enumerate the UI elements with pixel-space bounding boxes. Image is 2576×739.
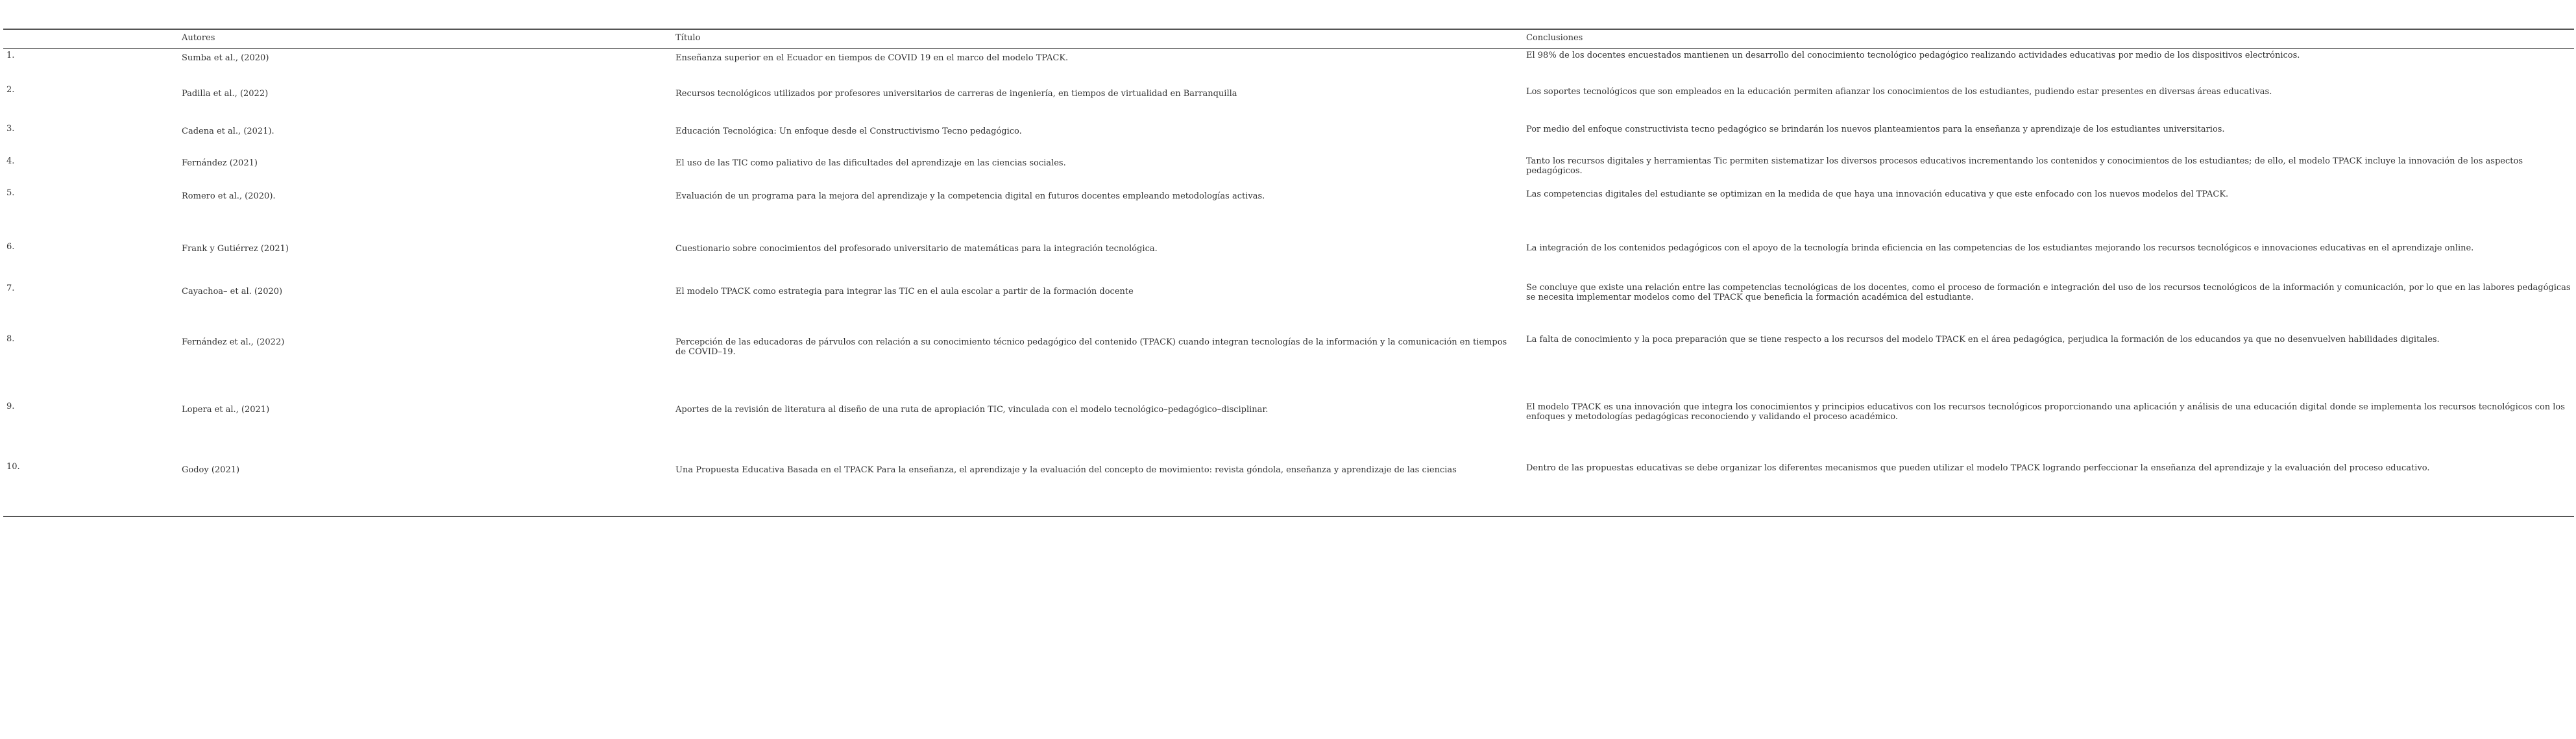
row-title: Evaluación de un programa para la mejora del aprendizaje y la competencia digital en futuros docentes empleando metodologías activas. <box>675 191 1265 201</box>
row-conclusions: Los soportes tecnológicos que son empleados en la educación permiten afianzar los conocimientos de los estudiantes, pudiendo estar presentes en diversas áreas educativas. <box>1526 87 2272 97</box>
table-header-row <box>3 30 2574 49</box>
row-title: Una Propuesta Educativa Basada en el TPACK Para la enseñanza, el aprendizaje y la evaluación del concepto de movimiento: revista góndola, enseñanza y aprendizaje de las ciencias <box>675 465 1457 475</box>
row-number: 10. <box>6 462 20 472</box>
row-conclusions: El 98% de los docentes encuestados mantienen un desarrollo del conocimiento tecnológico pedagógico realizando actividades educativas por medio de los dispositivos electrónicos. <box>1526 51 2300 60</box>
row-authors: Godoy (2021) <box>182 465 240 475</box>
row-authors: Fernández (2021) <box>182 158 258 168</box>
row-conclusions: Dentro de las propuestas educativas se debe organizar los diferentes mecanismos que pueden utilizar el modelo TPACK logrando perfeccionar la enseñanza del aprendizaje y la evaluación del proceso educativo. <box>1526 463 2430 473</box>
row-authors: Cadena et al., (2021). <box>182 127 274 136</box>
row-conclusions: Se concluye que existe una relación entre las competencias tecnológicas de los docentes, como el proceso de formación e integración del uso de los recursos tecnológicos de la información y comunicación, por lo que en las labores pedagógicas se necesita implementar modelos como del TPACK que beneficia la formación académica del estudiante. <box>1526 283 2571 302</box>
row-number: 9. <box>6 402 15 411</box>
table-row <box>3 188 2574 239</box>
row-authors: Lopera et al., (2021) <box>182 405 270 415</box>
row-authors: Fernández et al., (2022) <box>182 337 285 347</box>
row-title: Aportes de la revisión de literatura al diseño de una ruta de apropiación TIC, vinculada con el modelo tecnológico–pedagógico–disciplinar. <box>675 405 1269 415</box>
row-number: 8. <box>6 334 15 344</box>
row-conclusions: Por medio del enfoque constructivista tecno pedagógico se brindarán los nuevos planteamientos para la enseñanza y aprendizaje de los estudiantes universitarios. <box>1526 125 2225 134</box>
table-row <box>3 123 2574 155</box>
table-row <box>3 239 2574 281</box>
row-title: Educación Tecnológica: Un enfoque desde el Constructivismo Tecno pedagógico. <box>675 127 1022 136</box>
row-conclusions: La falta de conocimiento y la poca preparación que se tiene respecto a los recursos del modelo TPACK en el área pedagógica, perjudica la formación de los educandos ya que no desenvuelven habilidades digitales. <box>1526 335 2440 345</box>
table-row <box>3 281 2574 333</box>
results-table <box>3 29 2574 517</box>
row-number: 4. <box>6 156 15 166</box>
row-conclusions: La integración de los contenidos pedagógicos con el apoyo de la tecnología brinda eficiencia en las competencias de los estudiantes mejorando los recursos tecnológicos e innovaciones educativas en el aprendizaje online. <box>1526 243 2474 253</box>
row-authors: Cayachoa– et al. (2020) <box>182 287 283 297</box>
row-authors: Frank y Gutiérrez (2021) <box>182 244 289 254</box>
row-number: 3. <box>6 124 15 134</box>
row-conclusions: Tanto los recursos digitales y herramientas Tic permiten sistematizar los diversos procesos educativos incrementando los contenidos y conocimientos de los estudiantes; de ello, el modelo TPACK incluye la innovación de los aspectos pedagógicos. <box>1526 156 2523 176</box>
row-authors: Romero et al., (2020). <box>182 191 276 201</box>
row-title: Enseñanza superior en el Ecuador en tiempos de COVID 19 en el marco del modelo TPACK. <box>675 53 1069 63</box>
row-authors: Sumba et al., (2020) <box>182 53 269 63</box>
header-conclusions: Conclusiones <box>1526 33 1583 43</box>
row-number: 6. <box>6 242 15 252</box>
row-title: Cuestionario sobre conocimientos del profesorado universitario de matemáticas para la integración tecnológica. <box>675 244 1158 254</box>
row-title: Percepción de las educadoras de párvulos con relación a su conocimiento técnico pedagógico del contenido (TPACK) cuando integran tecnologías de la información y la comunicación en tiempos de COVID–19. <box>675 337 1507 357</box>
table-row <box>3 155 2574 188</box>
row-number: 2. <box>6 85 15 95</box>
row-number: 1. <box>6 51 15 60</box>
row-number: 7. <box>6 284 15 293</box>
row-title: Recursos tecnológicos utilizados por profesores universitarios de carreras de ingeniería, en tiempos de virtualidad en Barranquilla <box>675 89 1237 99</box>
row-conclusions: Las competencias digitales del estudiante se optimizan en la medida de que haya una innovación educativa y que este enfocado con los nuevos modelos del TPACK. <box>1526 189 2229 199</box>
row-title: El modelo TPACK como estrategia para integrar las TIC en el aula escolar a partir de la formación docente <box>675 287 1134 297</box>
table-row <box>3 49 2574 84</box>
table-row <box>3 84 2574 123</box>
table-row <box>3 460 2574 516</box>
header-title: Título <box>675 33 701 43</box>
row-conclusions: El modelo TPACK es una innovación que integra los conocimientos y principios educativos con los recursos tecnológicos proporcionando una aplicación y análisis de una educación digital donde se implementa los recursos tecnológicos con los enfoques y metodologías pedagógicas reconociendo y validando el proceso académico. <box>1526 402 2565 422</box>
row-number: 5. <box>6 188 15 198</box>
header-authors: Autores <box>182 33 215 43</box>
table-row <box>3 333 2574 400</box>
row-title: El uso de las TIC como paliativo de las dificultades del aprendizaje en las ciencias sociales. <box>675 158 1066 168</box>
table-row <box>3 400 2574 460</box>
row-authors: Padilla et al., (2022) <box>182 89 269 99</box>
